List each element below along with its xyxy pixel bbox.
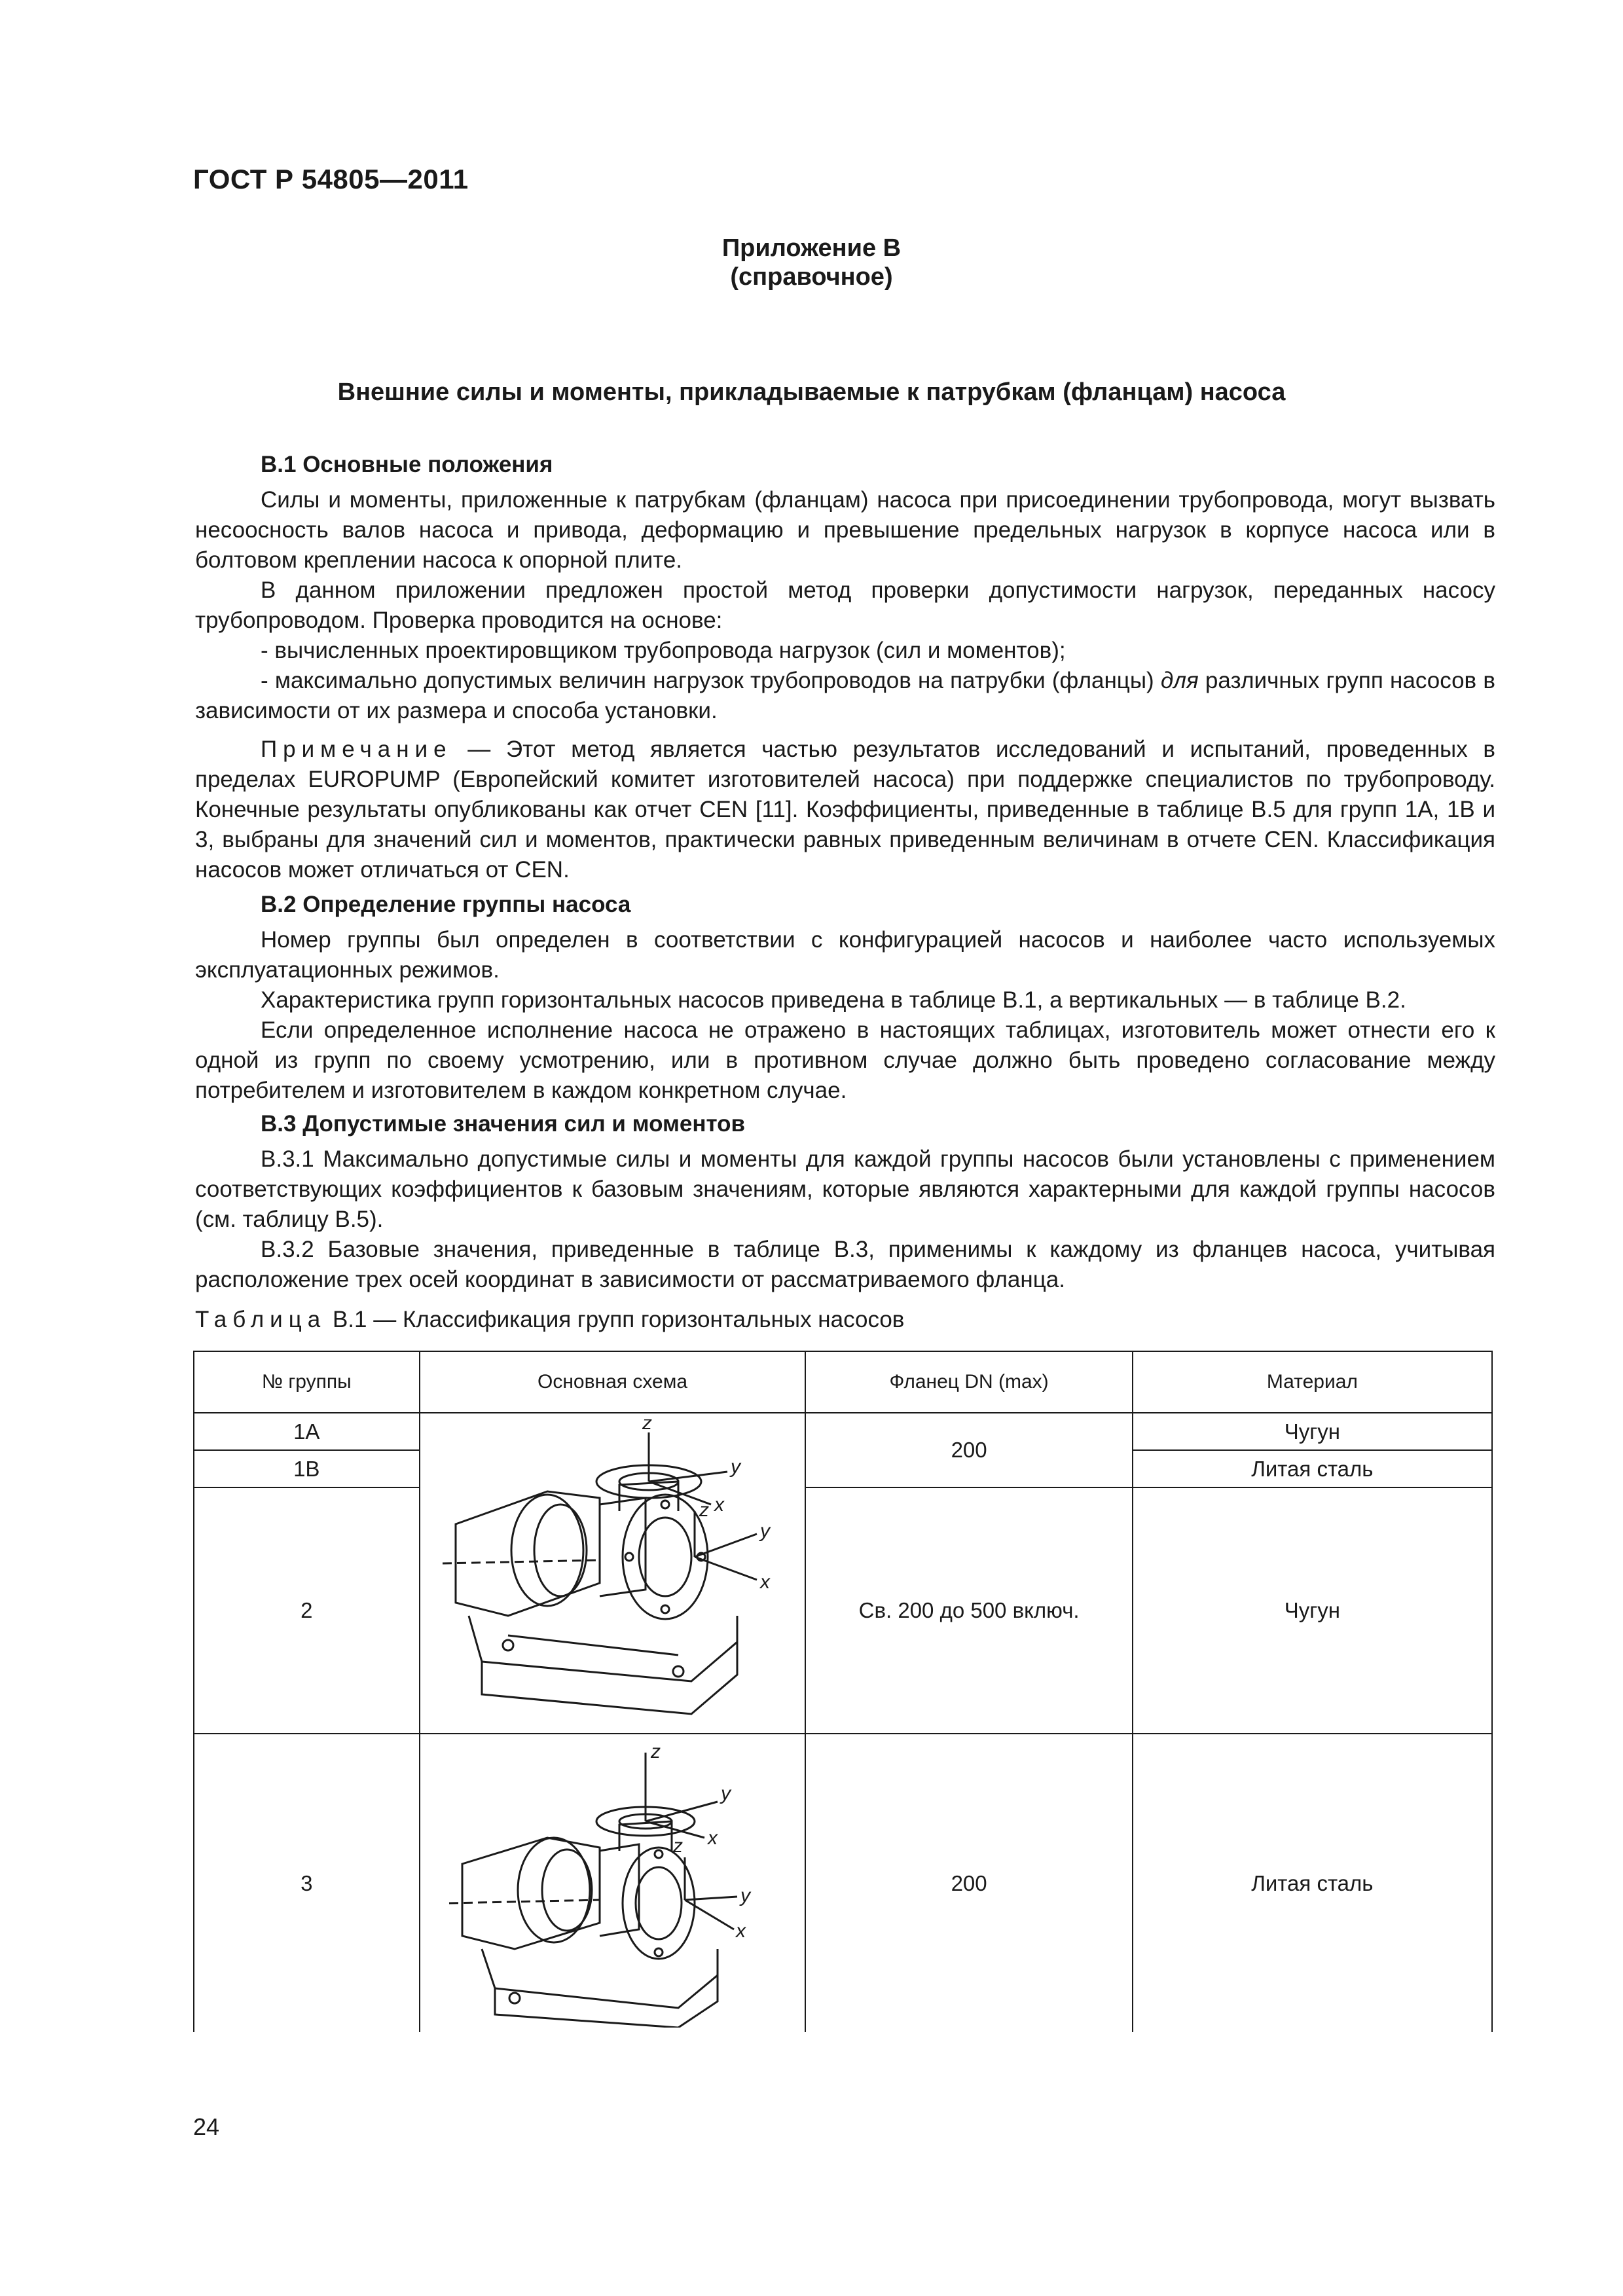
group-cell: 1А bbox=[194, 1413, 420, 1450]
axis-x-label: x bbox=[759, 1571, 770, 1593]
note-label: Примечание bbox=[261, 737, 452, 762]
axis-x-label: x bbox=[735, 1920, 746, 1942]
document-id: ГОСТ Р 54805—2011 bbox=[193, 164, 469, 194]
paragraph: Номер группы был определен в соответствии с конфигурацией насосов и наиболее часто используемых эксплуатационных режимов. bbox=[195, 927, 1495, 983]
axis-y-label: y bbox=[730, 1456, 740, 1478]
col-header-scheme: Основная схема bbox=[420, 1351, 806, 1413]
horizontal-pump-drawing-a bbox=[429, 1419, 796, 1727]
axis-z-label: z bbox=[699, 1499, 709, 1521]
flange-cell: 200 bbox=[805, 1734, 1132, 2032]
table-row bbox=[194, 1413, 1492, 1450]
axis-y-label: y bbox=[720, 1782, 731, 1804]
section-b1-heading: В.1 Основные положения bbox=[261, 452, 553, 477]
material-cell: Чугун bbox=[1133, 1487, 1492, 1734]
axis-z-label: z bbox=[672, 1834, 683, 1857]
list-item: - вычисленных проектировщиком трубопровода нагрузок (сил и моментов); bbox=[261, 638, 1066, 663]
paragraph: В.3.2 Базовые значения, приведенные в таблице В.3, применимы к каждому из фланцев насоса, учитывая расположение трех осей координат в зависимости от рассматриваемого фланца. bbox=[195, 1237, 1495, 1292]
axis-z-label: z bbox=[642, 1419, 652, 1434]
paragraph: Если определенное исполнение насоса не отражено в настоящих таблицах, изготовитель может отнести его к одной из групп по своему усмотрению, или в противном случае должно быть проведено согласование между потребителем и изготовителем в каждом конкретном случае. bbox=[195, 1017, 1495, 1103]
horizontal-pump-drawing-b bbox=[443, 1740, 783, 2028]
section-b3-body bbox=[195, 1144, 1495, 1295]
col-header-flange: Фланец DN (max) bbox=[805, 1351, 1132, 1413]
flange-cell: 200 bbox=[805, 1413, 1132, 1487]
pump-scheme-1 bbox=[420, 1413, 806, 1734]
table-header-row bbox=[194, 1351, 1492, 1413]
table-row bbox=[194, 1734, 1492, 2032]
pump-groups-table bbox=[193, 1351, 1493, 2032]
axis-y-label: y bbox=[740, 1884, 750, 1906]
page-number: 24 bbox=[193, 2113, 220, 2140]
list-item: - максимально допустимых величин нагрузок трубопроводов на патрубки (фланцы) для различных групп насосов в зависимости от их размера и способа установки. bbox=[195, 668, 1495, 723]
appendix-type: (справочное) bbox=[730, 263, 893, 291]
appendix-title: Внешние силы и моменты, прикладываемые к патрубкам (фланцам) насоса bbox=[337, 378, 1286, 406]
table-row bbox=[194, 1487, 1492, 1734]
flange-cell: Св. 200 до 500 включ. bbox=[805, 1487, 1132, 1734]
col-header-material: Материал bbox=[1133, 1351, 1492, 1413]
material-cell: Чугун bbox=[1133, 1413, 1492, 1450]
paragraph: В.3.1 Максимально допустимые силы и моменты для каждой группы насосов были установлены с применением соответствующих коэффициентов к базовым значениям, которые являются характерными для каждой группы насосов (см. таблицу В.5). bbox=[195, 1146, 1495, 1232]
axis-x-label: x bbox=[714, 1494, 724, 1516]
axis-y-label: y bbox=[759, 1520, 770, 1542]
section-b2-body bbox=[195, 925, 1495, 1106]
section-b2-heading: В.2 Определение группы насоса bbox=[261, 892, 631, 917]
section-b1-body bbox=[195, 485, 1495, 726]
axis-z-label: z bbox=[650, 1740, 661, 1762]
axis-x-label: x bbox=[707, 1827, 718, 1849]
group-cell: 2 bbox=[194, 1487, 420, 1734]
paragraph: В данном приложении предложен простой метод проверки допустимости нагрузок, переданных насосу трубопроводом. Проверка проводится на основе: bbox=[195, 577, 1495, 633]
material-cell: Литая сталь bbox=[1133, 1450, 1492, 1487]
section-b3-heading: В.3 Допустимые значения сил и моментов bbox=[261, 1111, 746, 1137]
group-cell: 1В bbox=[194, 1450, 420, 1487]
appendix-label: Приложение В bbox=[721, 234, 902, 262]
col-header-group: № группы bbox=[194, 1351, 420, 1413]
pump-scheme-2 bbox=[420, 1734, 806, 2032]
note-text: — Этот метод является частью результатов исследований и испытаний, проведенных в пределах EUROPUMP (Европейский комитет изготовителей насоса) при поддержке специалистов по трубопроводу. Конечные результаты опубликованы как отчет CEN [11]. Коэффициенты, приведенные в таблице В.5 для групп 1А, 1В и 3, выбраны для значений сил и моментов, практически равных приведенным величинам в отчете CEN. Классификация насосов может отличаться от CEN. bbox=[195, 737, 1495, 883]
note bbox=[195, 735, 1495, 885]
paragraph: Силы и моменты, приложенные к патрубкам (фланцам) насоса при присоединении трубопровода, могут вызвать несоосность валов насоса и привода, деформацию и превышение предельных нагрузок в корпусе насоса или в болтовом креплении насоса к опорной плите. bbox=[195, 487, 1495, 573]
group-cell: 3 bbox=[194, 1734, 420, 2032]
table-caption: Таблица В.1 — Классификация групп горизонтальных насосов bbox=[195, 1307, 905, 1332]
paragraph: Характеристика групп горизонтальных насосов приведена в таблице В.1, а вертикальных — в таблице В.2. bbox=[261, 987, 1406, 1013]
material-cell: Литая сталь bbox=[1133, 1734, 1492, 2032]
